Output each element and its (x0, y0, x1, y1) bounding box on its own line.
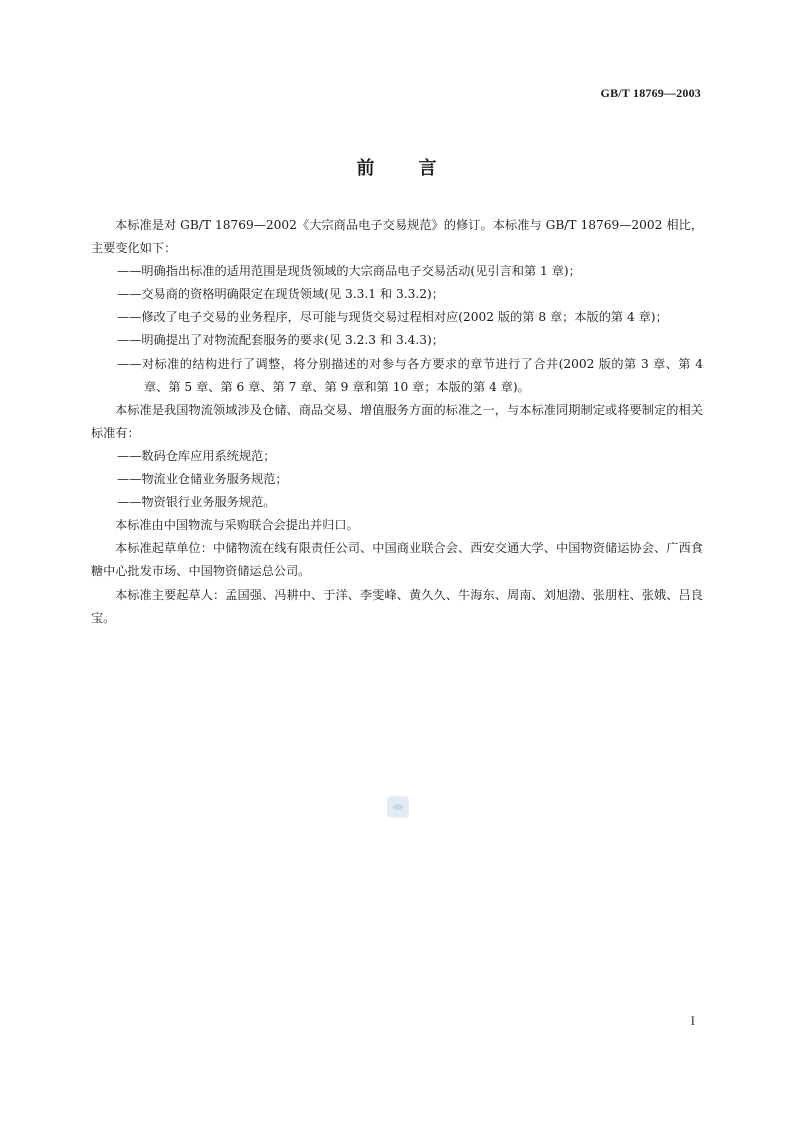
paragraph: 本标准是对 GB/T 18769—2002《大宗商品电子交易规范》的修订。本标准与 GB/T 18769—2002 相比，主要变化如下： (91, 218, 703, 256)
list-item: ——明确指出标准的适用范围是现货领域的大宗商品电子交易活动(见引言和第 1 章)； (117, 264, 581, 279)
watermark-logo (387, 796, 409, 818)
list-item: ——对标准的结构进行了调整，将分别描述的对参与各方要求的章节进行了合并(2002 版的第 3 章、第 4 章、第 5 章、第 6 章、第 7 章、第 9 章和第 10 章；本版的第 4 章)。 (117, 356, 703, 394)
page-title (0, 154, 793, 180)
paragraph: 本标准是我国物流领域涉及仓储、商品交易、增值服务方面的标准之一，与本标准同期制定或将要制定的相关标准有： (91, 402, 703, 440)
paragraph: 本标准由中国物流与采购联合会提出并归口。 (115, 518, 359, 533)
list-item: ——明确提出了对物流配套服务的要求(见 3.2.3 和 3.4.3)； (117, 333, 444, 348)
paragraph: 本标准主要起草人：孟国强、冯耕中、于洋、李雯峰、黄久久、牛海东、周南、刘旭渤、张朋柱、张娥、吕良宝。 (91, 587, 703, 625)
list-item: ——物流业仓储业务服务规范； (117, 472, 288, 487)
list-item: ——数码仓库应用系统规范； (117, 448, 276, 463)
list-item: ——修改了电子交易的业务程序，尽可能与现货交易过程相对应(2002 版的第 8 章；本版的第 4 章)； (117, 310, 668, 325)
list-item: ——交易商的资格明确限定在现货领域(见 3.3.1 和 3.3.2)； (117, 287, 444, 302)
foreword-body (91, 214, 703, 630)
title-char-2: 言 (418, 158, 437, 179)
paragraph: 本标准起草单位：中储物流在线有限责任公司、中国商业联合会、西安交通大学、中国物资储运协会、广西食糖中心批发市场、中国物资储运总公司。 (91, 541, 703, 579)
standard-code: GB/T 18769—2003 (600, 86, 701, 100)
list-item: ——物资银行业务服务规范。 (117, 495, 276, 510)
page-number: I (690, 1013, 695, 1028)
title-char-1: 前 (356, 158, 375, 179)
